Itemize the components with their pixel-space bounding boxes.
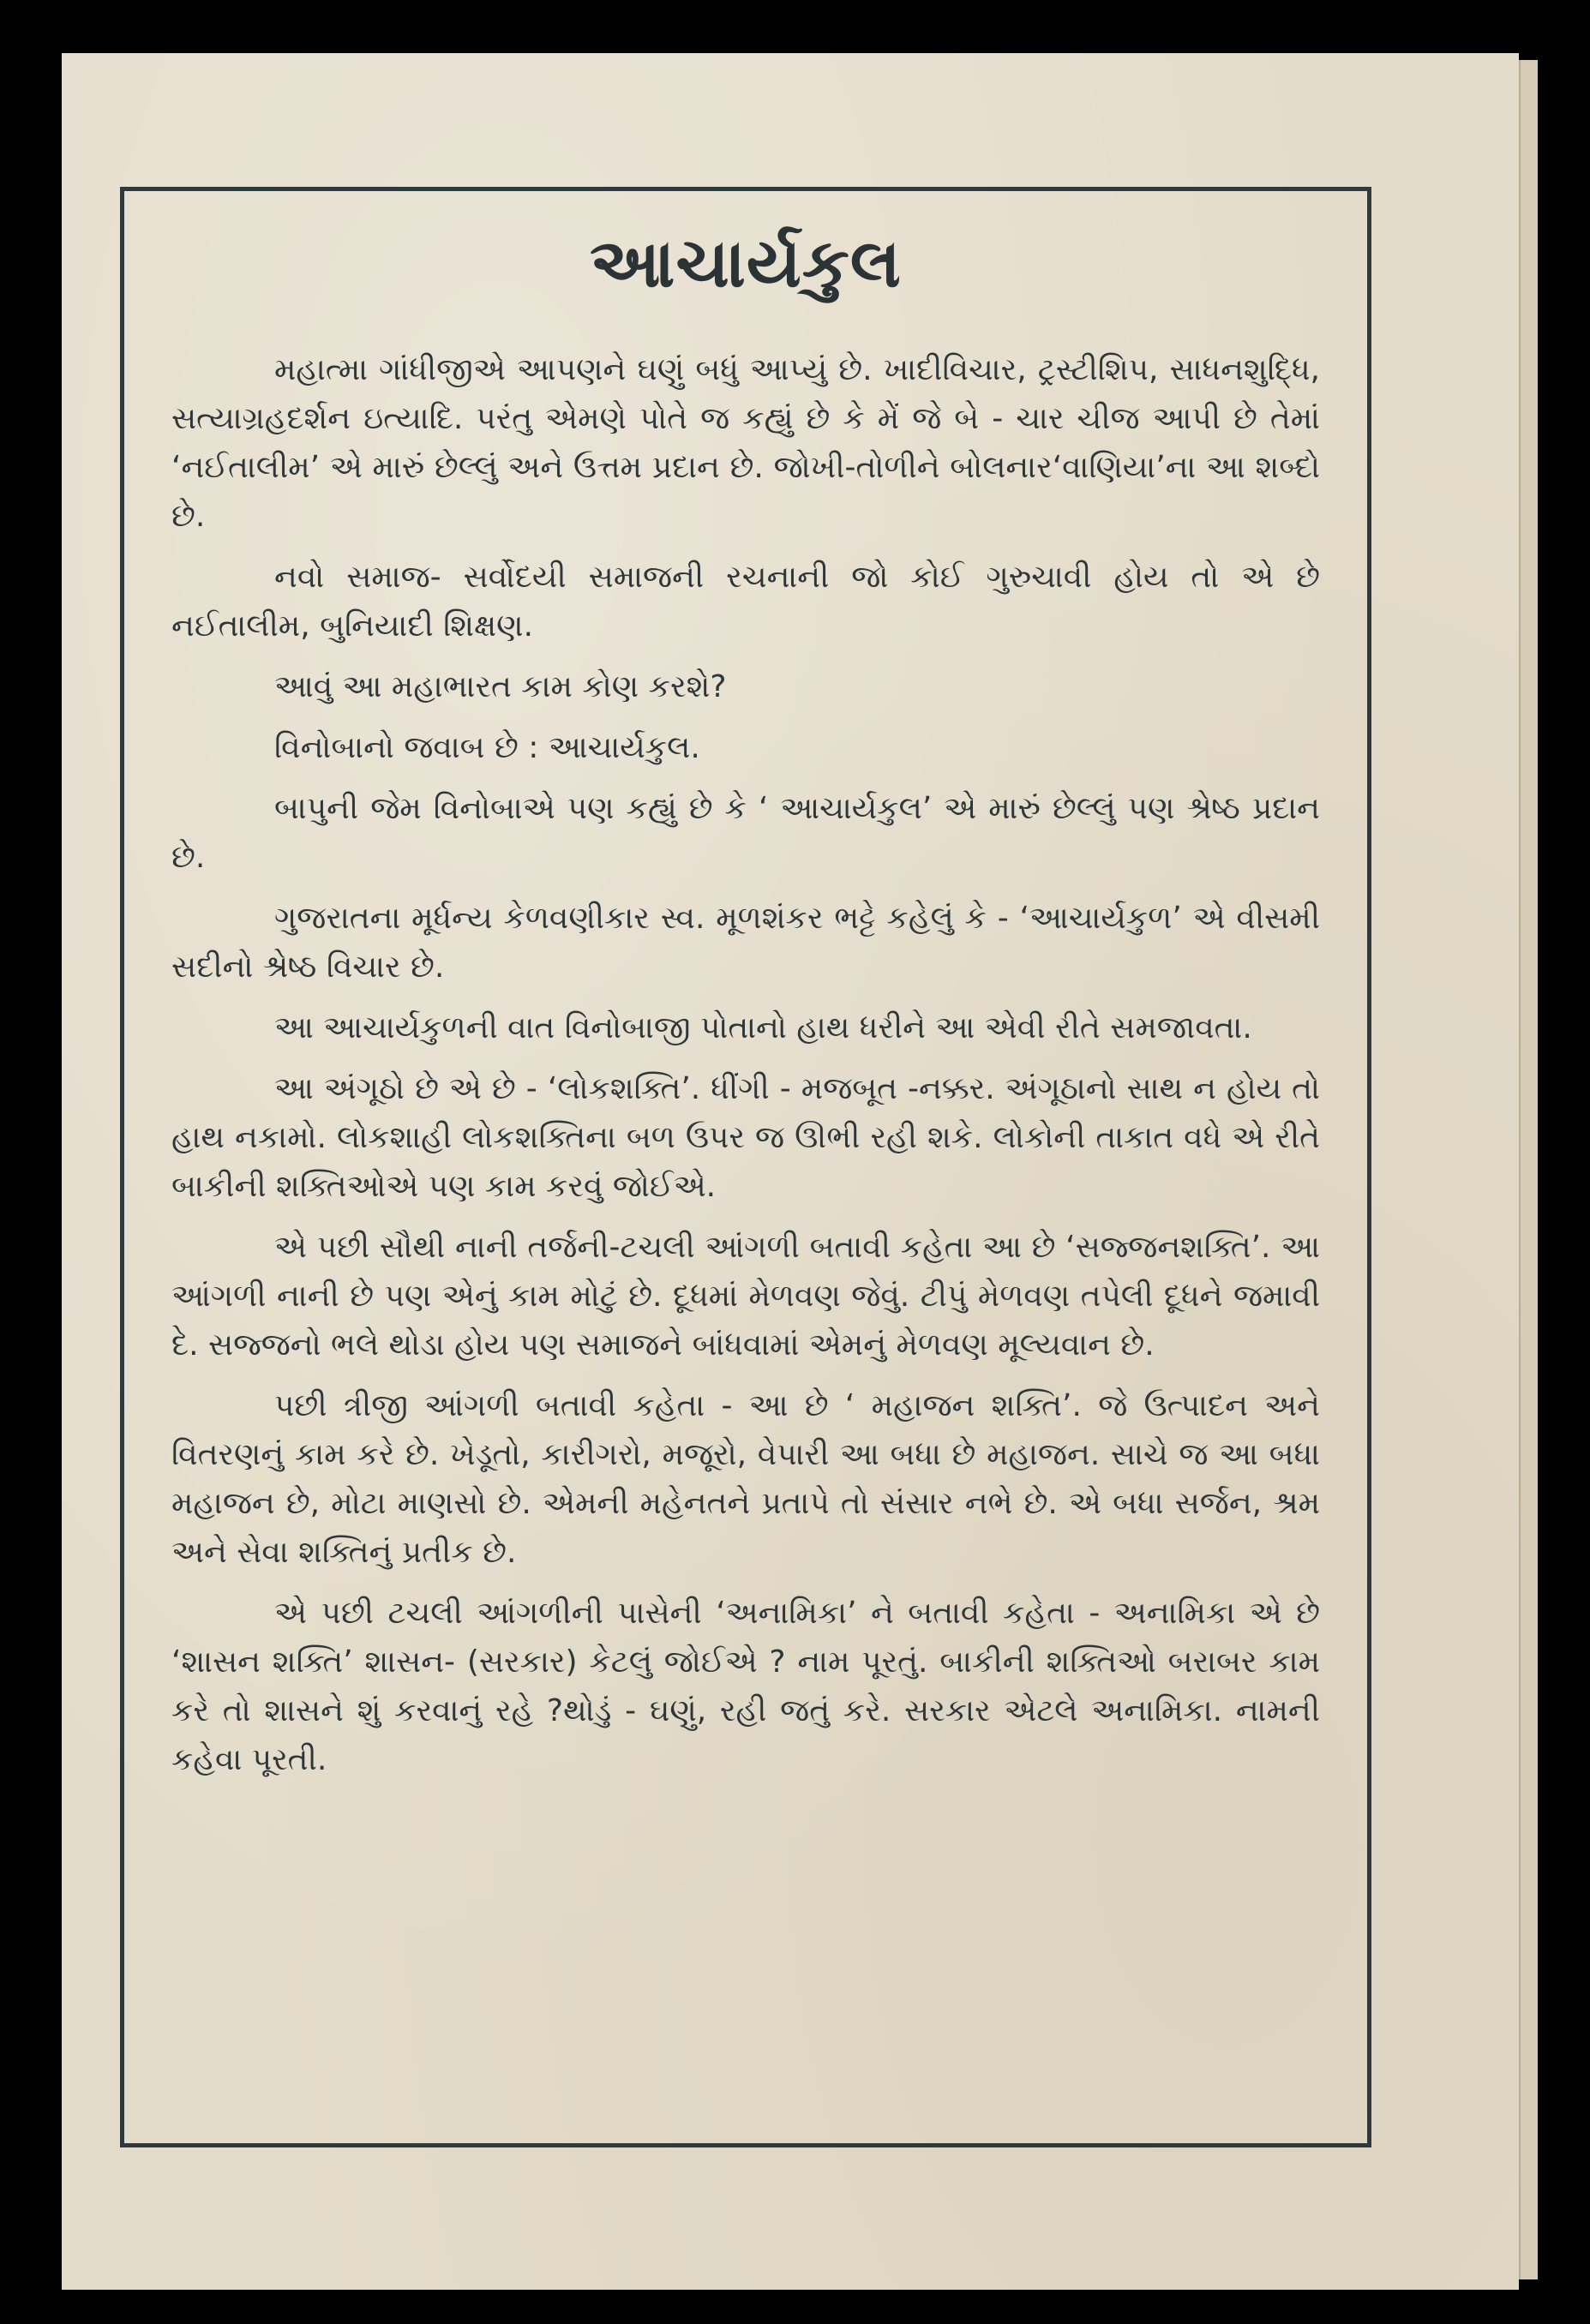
bordered-frame — [120, 187, 1371, 2147]
document-title: આચાર્યકુલ — [590, 225, 902, 302]
paper-edge — [1519, 60, 1538, 2279]
paragraph-9: એ પછી સૌથી નાની તર્જની-ટચલી આંગળી બતાવી કહેતા આ છે ‘સજ્જનશક્તિ’. આ આંગળી નાની છે પણ એનું કામ મોટું છે. દૂધમાં મેળવણ જેવું. ટીપું મેળવણ તપેલી દૂધને જમાવી દે. સજ્જનો ભલે થોડા હોય પણ સમાજને બાંધવામાં એમનું મેળવણ મૂલ્યવાન છે. — [171, 1230, 1320, 1363]
document-body — [171, 345, 1320, 1796]
paragraph-5: બાપુની જેમ વિનોબાએ પણ કહ્યું છે કે ‘ આચાર્યકુલ’ એ મારું છેલ્લું પણ શ્રેષ્ઠ પ્રદાન છે. — [171, 791, 1320, 875]
paragraph-4: વિનોબાનો જવાબ છે : આચાર્યકુલ. — [274, 730, 700, 765]
paragraph-8: આ અંગૂઠો છે એ છે - ‘લોકશક્તિ’. ધીંગી - મજબૂત -નક્કર. અંગૂઠાનો સાથ ન હોય તો હાથ નકામો. લોકશાહી લોકશક્તિના બળ ઉપર જ ઊભી રહી શકે. લોકોની તાકાત વધે એ રીતે બાકીની શક્તિઓએ પણ કામ કરવું જોઈએ. — [171, 1071, 1320, 1204]
paragraph-6: ગુજરાતના મૂર્ધન્ય કેળવણીકાર સ્વ. મૂળશંકર ભટ્ટે કહેલું કે - ‘આચાર્યકુળ’ એ વીસમી સદીનો શ્રેષ્ઠ વિચાર છે. — [171, 901, 1320, 985]
paragraph-10: પછી ત્રીજી આંગળી બતાવી કહેતા - આ છે ‘ મહાજન શક્તિ’. જે ઉત્પાદન અને વિતરણનું કામ કરે છે. ખેડૂતો, કારીગરો, મજૂરો, વેપારી આ બધા છે મહાજન. સાચે જ આ બધા મહાજન છે, મોટા માણસો છે. એમની મહેનતને પ્રતાપે તો સંસાર નભે છે. એ બધા સર્જન, શ્રમ અને સેવા શક્તિનું પ્રતીક છે. — [171, 1388, 1320, 1570]
paragraph-3: આવું આ મહાભારત કામ કોણ કરશે? — [274, 669, 727, 704]
paragraph-11: એ પછી ટચલી આંગળીની પાસેની ‘અનામિકા’ ને બતાવી કહેતા - અનામિકા એ છે ‘શાસન શક્તિ’ શાસન- (સરકાર) કેટલું જોઈએ ? નામ પૂરતું. બાકીની શક્તિઓ બરાબર કામ કરે તો શાસને શું કરવાનું રહે ?થોડું - ઘણું, રહી જતું કરે. સરકાર એટલે અનામિકા. નામની કહેવા પૂરતી. — [171, 1596, 1320, 1777]
paragraph-2: નવો સમાજ- સર્વોદયી સમાજની રચનાની જો કોઈ ગુરુચાવી હોય તો એ છે નઈતાલીમ, બુનિયાદી શિક્ષણ. — [171, 560, 1320, 644]
paragraph-1: મહાત્મા ગાંધીજીએ આપણને ઘણું બધું આપ્યું છે. ખાદીવિચાર, ટ્રસ્ટીશિપ, સાધનશુદ્ધિ, સત્યાગ્રહદર્શન ઇત્યાદિ. પરંતુ એમણે પોતે જ કહ્યું છે કે મેં જે બે - ચાર ચીજ આપી છે તેમાં ‘નઈતાલીમ’ એ મારું છેલ્લું અને ઉત્તમ પ્રદાન છે. જોખી-તોળીને બોલનાર‘વાણિયા’ના આ શબ્દો છે. — [171, 352, 1320, 534]
paragraph-7: આ આચાર્યકુળની વાત વિનોબાજી પોતાનો હાથ ધરીને આ એવી રીતે સમજાવતા. — [274, 1010, 1252, 1045]
